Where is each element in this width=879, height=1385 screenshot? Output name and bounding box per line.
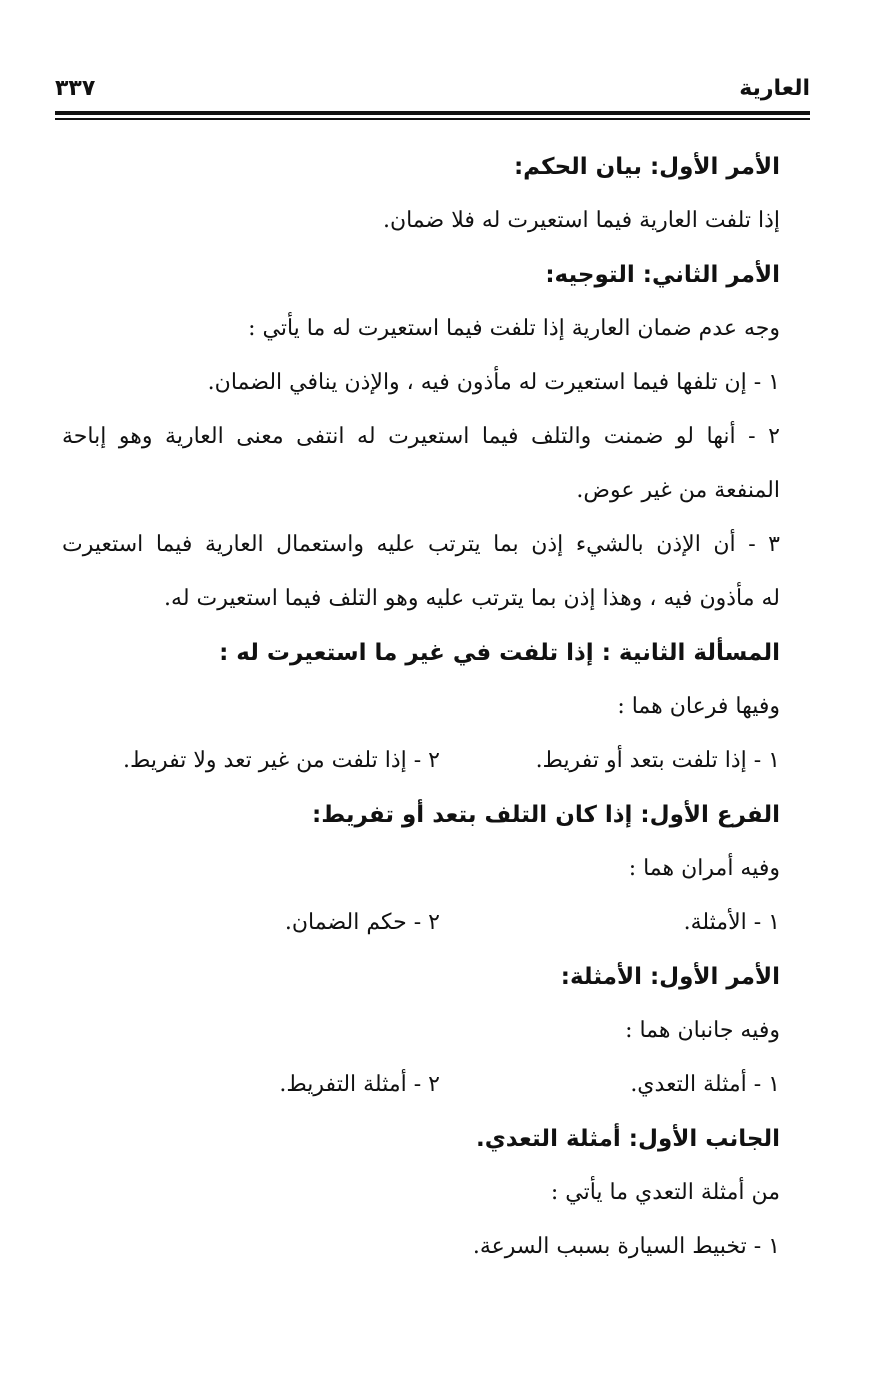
paragraph-line: وفيها فرعان هما : (617, 694, 780, 719)
list-item: ٢ - إذا تلفت من غير تعد ولا تفريط. (122, 748, 440, 773)
heading-justification: الأمر الثاني: التوجيه: (545, 262, 780, 288)
paragraph-line: له مأذون فيه ، وهذا إذن بما يترتب عليه وهو التلف فيما استعيرت له. (164, 586, 780, 611)
page-header (55, 72, 810, 106)
list-item: ١ - تخبيط السيارة بسبب السرعة. (472, 1234, 780, 1259)
paragraph-line: وفيه أمران هما : (628, 856, 780, 881)
list-item: ١ - إذا تلفت بتعد أو تفريط. (535, 748, 780, 773)
heading-first-branch: الفرع الأول: إذا كان التلف بتعد أو تفريط: (312, 802, 780, 828)
paragraph-line: من أمثلة التعدي ما يأتي : (550, 1180, 780, 1205)
heading-transgression-examples: الجانب الأول: أمثلة التعدي. (475, 1126, 780, 1152)
list-item: ٢ - حكم الضمان. (284, 910, 440, 935)
heading-second-issue: المسألة الثانية : إذا تلفت في غير ما استعيرت له : (219, 640, 780, 666)
list-item: ٢ - أمثلة التفريط. (279, 1072, 440, 1097)
paragraph-line: إذا تلفت العارية فيما استعيرت له فلا ضمان. (382, 208, 780, 233)
list-item: ١ - إن تلفها فيما استعيرت له مأذون فيه ، والإذن ينافي الضمان. (207, 370, 780, 395)
paragraph-line: وجه عدم ضمان العارية إذا تلفت فيما استعيرت له ما يأتي : (248, 316, 780, 341)
list-pair (62, 896, 780, 950)
heading-ruling: الأمر الأول: بيان الحكم: (513, 154, 780, 180)
header-rule-thick (55, 111, 810, 115)
page-number: ٣٣٧ (55, 76, 96, 101)
paragraph-line: وفيه جانبان هما : (625, 1018, 780, 1043)
page-body (62, 140, 780, 1274)
list-item: ١ - الأمثلة. (683, 910, 780, 935)
list-pair (62, 1058, 780, 1112)
list-item: ١ - أمثلة التعدي. (630, 1072, 780, 1097)
running-title: العارية (739, 76, 810, 101)
list-item: ٣ - أن الإذن بالشيء إذن بما يترتب عليه واستعمال العارية فيما استعيرت (62, 532, 780, 557)
header-rule-thin (55, 118, 810, 120)
list-pair (62, 734, 780, 788)
list-item: ٢ - أنها لو ضمنت والتلف فيما استعيرت له انتفى معنى العارية وهو إباحة (62, 424, 780, 449)
paragraph-line: المنفعة من غير عوض. (576, 478, 780, 503)
heading-examples: الأمر الأول: الأمثلة: (560, 964, 780, 990)
